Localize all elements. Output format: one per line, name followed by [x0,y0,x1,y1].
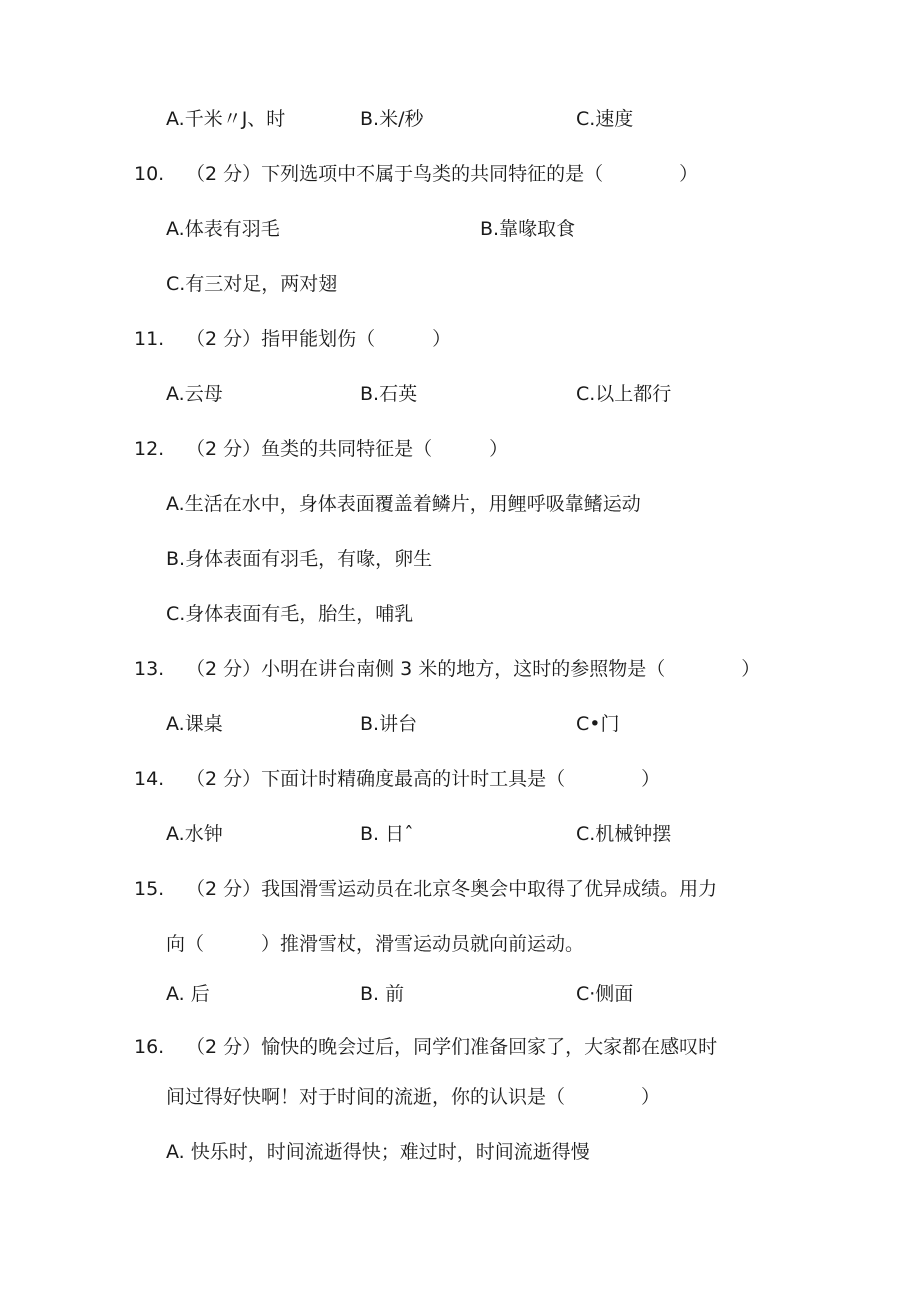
option-c: C.机械钟摆 [576,823,672,845]
option-c: C.以上都行 [576,383,672,405]
option-a: A.生活在水中，身体表面覆盖着鳞片，用鲤呼吸靠鳍运动 [166,493,641,515]
option-a: A.千米〃J、时 [166,108,286,130]
option-a: A. 后 [166,983,210,1005]
question-text: （2 分）我国滑雪运动员在北京冬奥会中取得了优异成绩。用力 [186,878,718,900]
option-a: A.水钟 [166,823,223,845]
question-text-continued: 间过得好快啊！对于时间的流逝，你的认识是（ ） [166,1086,661,1108]
option-b: B.米/秒 [360,108,424,130]
question-text: （2 分）愉快的晚会过后，同学们准备回家了，大家都在感叹时 [186,1036,718,1058]
question-number: 10. [134,163,165,185]
option-b: B.讲台 [360,713,418,735]
option-b: B.石英 [360,383,418,405]
option-a: A. 快乐时，时间流逝得快；难过时，时间流逝得慢 [166,1141,590,1163]
option-b: B. 日ˆ [360,823,414,845]
option-c: C.速度 [576,108,634,130]
question-text: （2 分）鱼类的共同特征是（ ） [186,438,509,460]
option-c: C.身体表面有毛，胎生，哺乳 [166,603,414,625]
question-number: 14. [134,768,165,790]
question-text: （2 分）指甲能划伤（ ） [186,328,452,350]
question-number: 15. [134,878,165,900]
option-a: A.课桌 [166,713,223,735]
option-b: B. 前 [360,983,405,1005]
question-text-continued: 向（ ）推滑雪杖，滑雪运动员就向前运动。 [166,933,585,955]
question-text: （2 分）下面计时精确度最高的计时工具是（ ） [186,768,661,790]
option-b: B.身体表面有羽毛，有喙，卵生 [166,548,433,570]
option-c: C·侧面 [576,983,634,1005]
question-text: （2 分）小明在讲台南侧 3 米的地方，这时的参照物是（ ） [186,658,761,680]
option-b: B.靠喙取食 [480,218,576,240]
option-c: C.有三对足，两对翅 [166,273,338,295]
question-text: （2 分）下列选项中不属于鸟类的共同特征的是（ ） [186,163,699,185]
option-a: A.体表有羽毛 [166,218,280,240]
question-number: 16. [134,1036,165,1058]
question-number: 13. [134,658,165,680]
option-c: C•门 [576,713,620,735]
question-number: 11. [134,328,165,350]
option-a: A.云母 [166,383,223,405]
question-number: 12. [134,438,165,460]
